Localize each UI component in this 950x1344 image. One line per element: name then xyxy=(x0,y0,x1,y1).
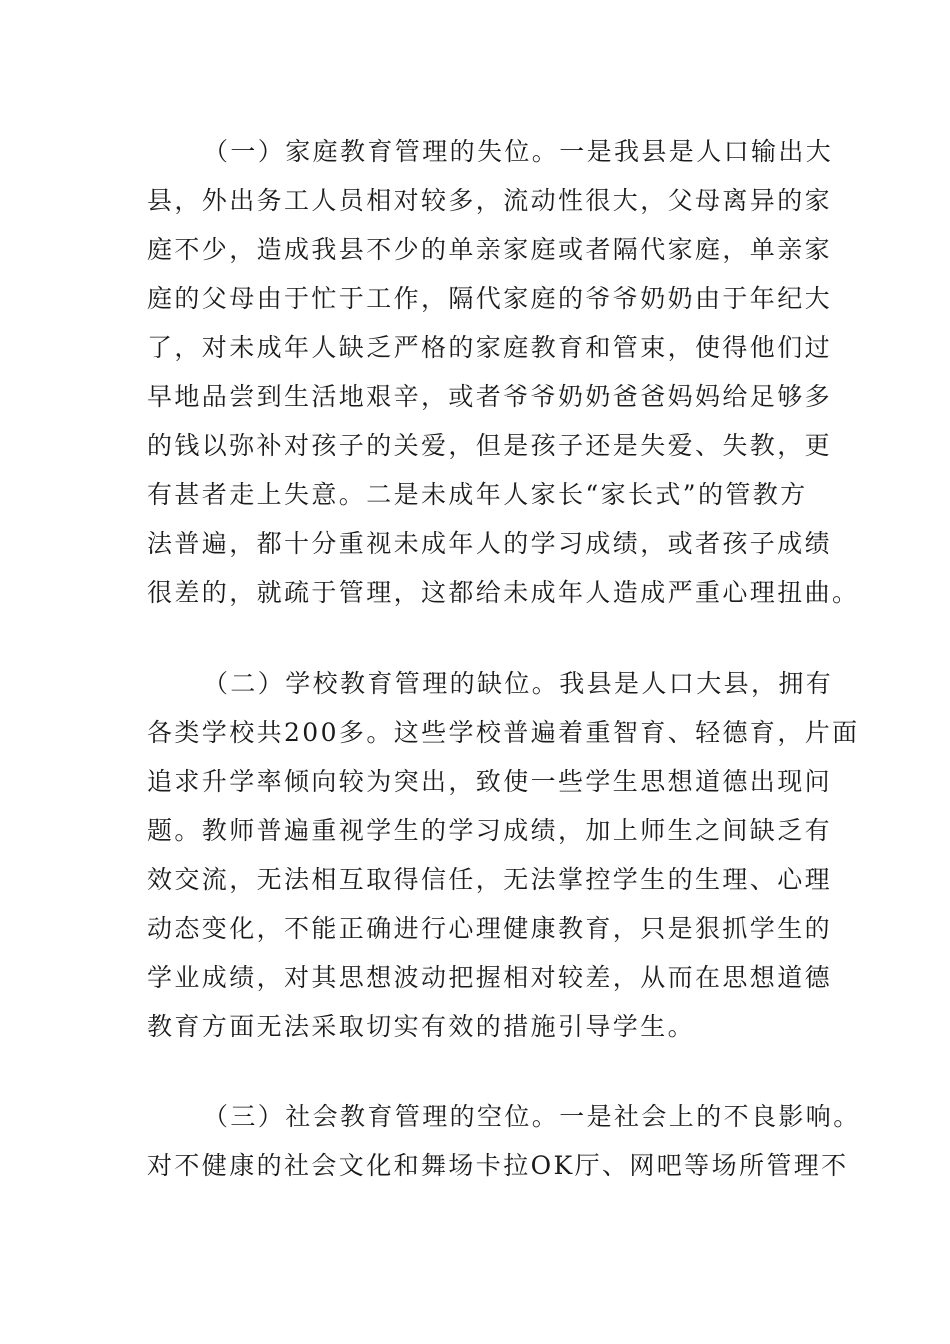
paragraph-line: 的钱以弥补对孩子的关爱，但是孩子还是失爱、失教，更 xyxy=(147,431,833,460)
paragraph-line: （一）家庭教育管理的失位。一是我县是人口输出大 xyxy=(203,137,834,166)
paragraph-line: 动态变化，不能正确进行心理健康教育，只是狠抓学生的 xyxy=(147,914,833,943)
paragraph-line: 县，外出务工人员相对较多，流动性很大，父母离异的家 xyxy=(147,186,833,215)
paragraph-line: 题。教师普遍重视学生的学习成绩，加上师生之间缺乏有 xyxy=(147,816,833,845)
paragraph-line: 法普遍，都十分重视未成年人的学习成绩，或者孩子成绩 xyxy=(147,529,833,558)
paragraph-line: 效交流，无法相互取得信任，无法掌控学生的生理、心理 xyxy=(147,865,833,894)
paragraph-line: 各类学校共200多。这些学校普遍着重智育、轻德育，片面 xyxy=(147,718,860,747)
paragraph-line: 教育方面无法采取切实有效的措施引导学生。 xyxy=(147,1012,696,1041)
paragraph-line: 了，对未成年人缺乏严格的家庭教育和管束，使得他们过 xyxy=(147,333,833,362)
paragraph-line: 庭不少，造成我县不少的单亲家庭或者隔代家庭，单亲家 xyxy=(147,235,833,264)
paragraph-line: 对不健康的社会文化和舞场卡拉OK厅、网吧等场所管理不 xyxy=(147,1151,849,1180)
paragraph-line: （三）社会教育管理的空位。一是社会上的不良影响。 xyxy=(203,1102,861,1131)
paragraph-line: 庭的父母由于忙于工作，隔代家庭的爷爷奶奶由于年纪大 xyxy=(147,284,833,313)
paragraph-line: 很差的，就疏于管理，这都给未成年人造成严重心理扭曲。 xyxy=(147,578,860,607)
paragraph-line: （二）学校教育管理的缺位。我县是人口大县，拥有 xyxy=(203,669,834,698)
paragraph-line: 有甚者走上失意。二是未成年人家长“家长式”的管教方 xyxy=(147,480,808,509)
paragraph-line: 追求升学率倾向较为突出，致使一些学生思想道德出现问 xyxy=(147,767,833,796)
paragraph-line: 学业成绩，对其思想波动把握相对较差，从而在思想道德 xyxy=(147,963,833,992)
paragraph-line: 早地品尝到生活地艰辛，或者爷爷奶奶爸爸妈妈给足够多 xyxy=(147,382,833,411)
